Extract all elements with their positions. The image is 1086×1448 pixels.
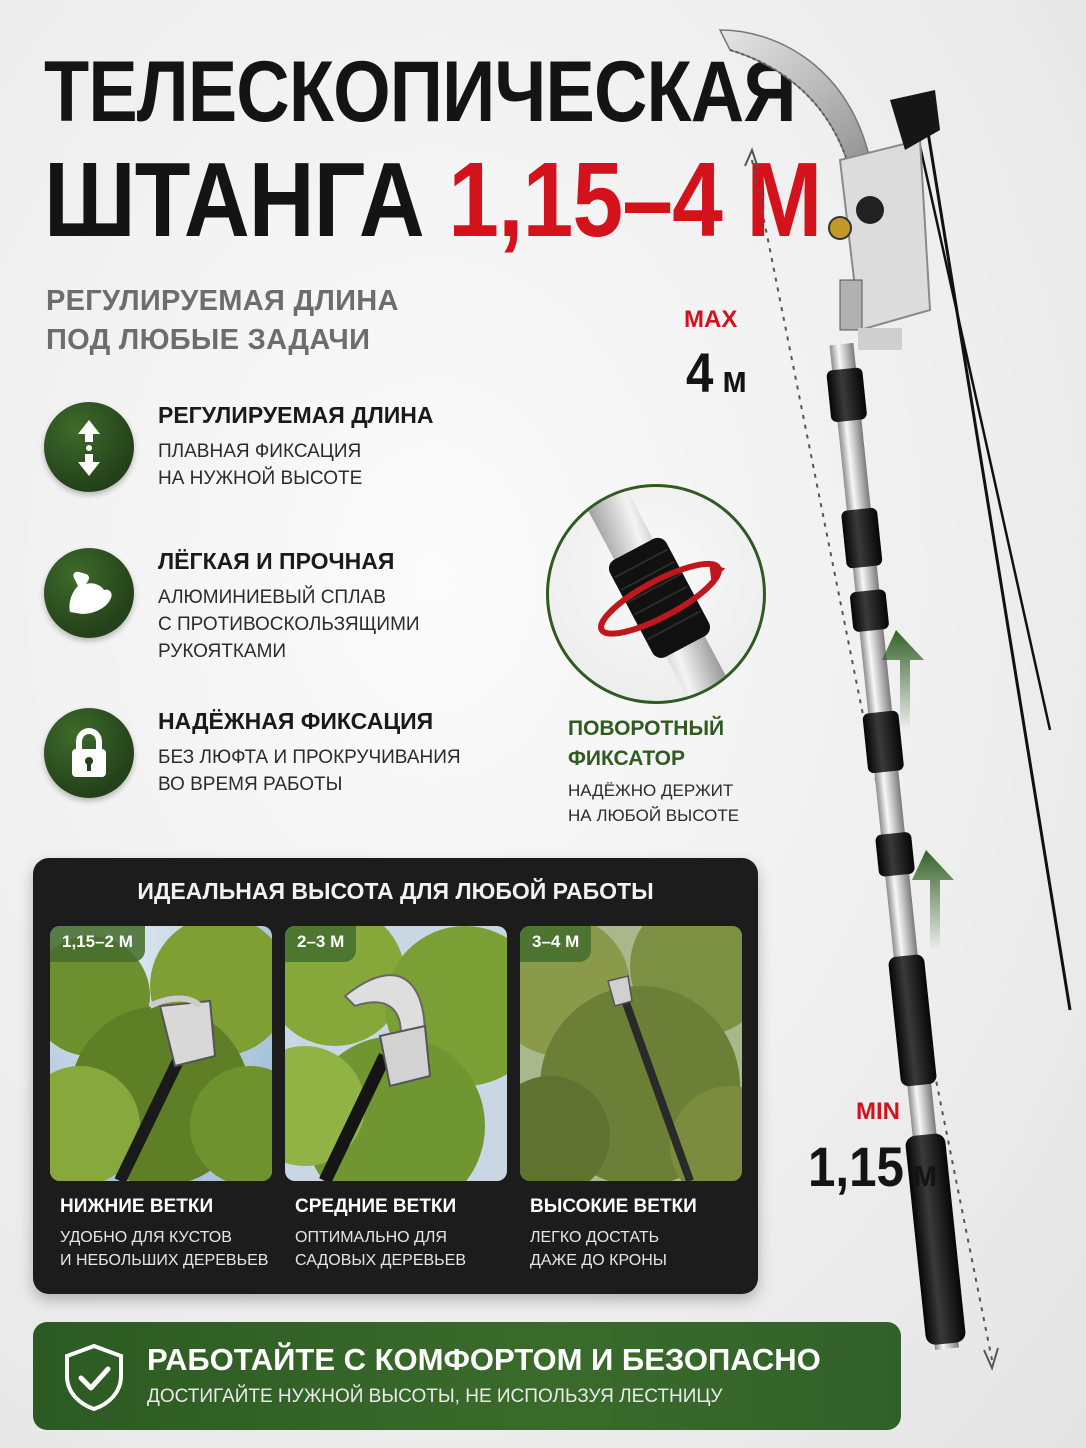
- feature-text: АЛЮМИНИЕВЫЙ СПЛАВ С ПРОТИВОСКОЛЬЗЯЩИМИ РУКОЯТКАМИ: [158, 587, 420, 662]
- rotary-lock-closeup: [546, 484, 766, 704]
- feature-title: НАДЁЖНАЯ ФИКСАЦИЯ: [158, 708, 434, 734]
- max-label: MAX: [684, 306, 738, 333]
- title-length-range: 1,15–4 М: [448, 141, 822, 259]
- strong-arm-icon: [44, 548, 134, 638]
- height-panel: [33, 858, 758, 1294]
- min-unit: м: [912, 1153, 938, 1195]
- title-product: ШТАНГА: [44, 141, 424, 259]
- card-middle-branches: [285, 926, 507, 1269]
- max-number: 4: [686, 341, 714, 404]
- feature-title: ЛЁГКАЯ И ПРОЧНАЯ: [158, 548, 395, 574]
- height-badge: 3–4 М: [520, 926, 591, 962]
- feature-reliable-lock: [44, 708, 514, 808]
- card-text: УДОБНО ДЛЯ КУСТОВ И НЕБОЛЬШИХ ДЕРЕВЬЕВ: [60, 1229, 269, 1269]
- min-value: [808, 1134, 937, 1199]
- banner-title: РАБОТАЙТЕ С КОМФОРТОМ И БЕЗОПАСНО: [147, 1342, 821, 1377]
- feature-light-strong: [44, 548, 514, 662]
- card-text: ЛЕГКО ДОСТАТЬ ДАЖЕ ДО КРОНЫ: [530, 1229, 667, 1269]
- card-low-branches: [50, 926, 272, 1269]
- shield-check-icon: [61, 1342, 127, 1412]
- min-label: MIN: [856, 1098, 900, 1125]
- height-badge: 2–3 М: [285, 926, 356, 962]
- page-title-line1: ТЕЛЕСКОПИЧЕСКАЯ: [44, 44, 796, 140]
- card-high-branches: [520, 926, 742, 1269]
- height-badge: 1,15–2 М: [50, 926, 145, 962]
- feature-title: РЕГУЛИРУЕМАЯ ДЛИНА: [158, 402, 434, 428]
- card-text: ОПТИМАЛЬНО ДЛЯ САДОВЫХ ДЕРЕВЬЕВ: [295, 1229, 467, 1269]
- panel-title: ИДЕАЛЬНАЯ ВЫСОТА ДЛЯ ЛЮБОЙ РАБОТЫ: [137, 878, 654, 904]
- min-number: 1,15: [808, 1135, 904, 1198]
- feature-text: БЕЗ ЛЮФТА И ПРОКРУЧИВАНИЯ ВО ВРЕМЯ РАБОТЫ: [158, 747, 461, 795]
- banner-text: ДОСТИГАЙТЕ НУЖНОЙ ВЫСОТЫ, НЕ ИСПОЛЬЗУЯ ЛЕСТНИЦУ: [147, 1386, 723, 1407]
- max-unit: м: [722, 359, 747, 401]
- photo-high-branches: [520, 926, 742, 1181]
- photo-low-branches: [50, 926, 272, 1181]
- max-value: [686, 340, 747, 405]
- card-title: НИЖНИЕ ВЕТКИ: [60, 1196, 214, 1217]
- feature-adjustable-length: [44, 402, 514, 502]
- feature-text: ПЛАВНАЯ ФИКСАЦИЯ НА НУЖНОЙ ВЫСОТЕ: [158, 441, 363, 489]
- padlock-icon: [44, 708, 134, 798]
- photo-middle-branches: [285, 926, 507, 1181]
- rotary-lock-text: НАДЁЖНО ДЕРЖИТ НА ЛЮБОЙ ВЫСОТЕ: [568, 781, 740, 825]
- card-title: СРЕДНИЕ ВЕТКИ: [295, 1196, 457, 1217]
- card-title: ВЫСОКИЕ ВЕТКИ: [530, 1196, 697, 1217]
- adjust-arrows-icon: [44, 402, 134, 492]
- page-subtitle: РЕГУЛИРУЕМАЯ ДЛИНА ПОД ЛЮБЫЕ ЗАДАЧИ: [46, 285, 399, 356]
- safety-banner: [33, 1322, 901, 1430]
- rotary-lock-title: ПОВОРОТНЫЙ ФИКСАТОР: [568, 717, 725, 770]
